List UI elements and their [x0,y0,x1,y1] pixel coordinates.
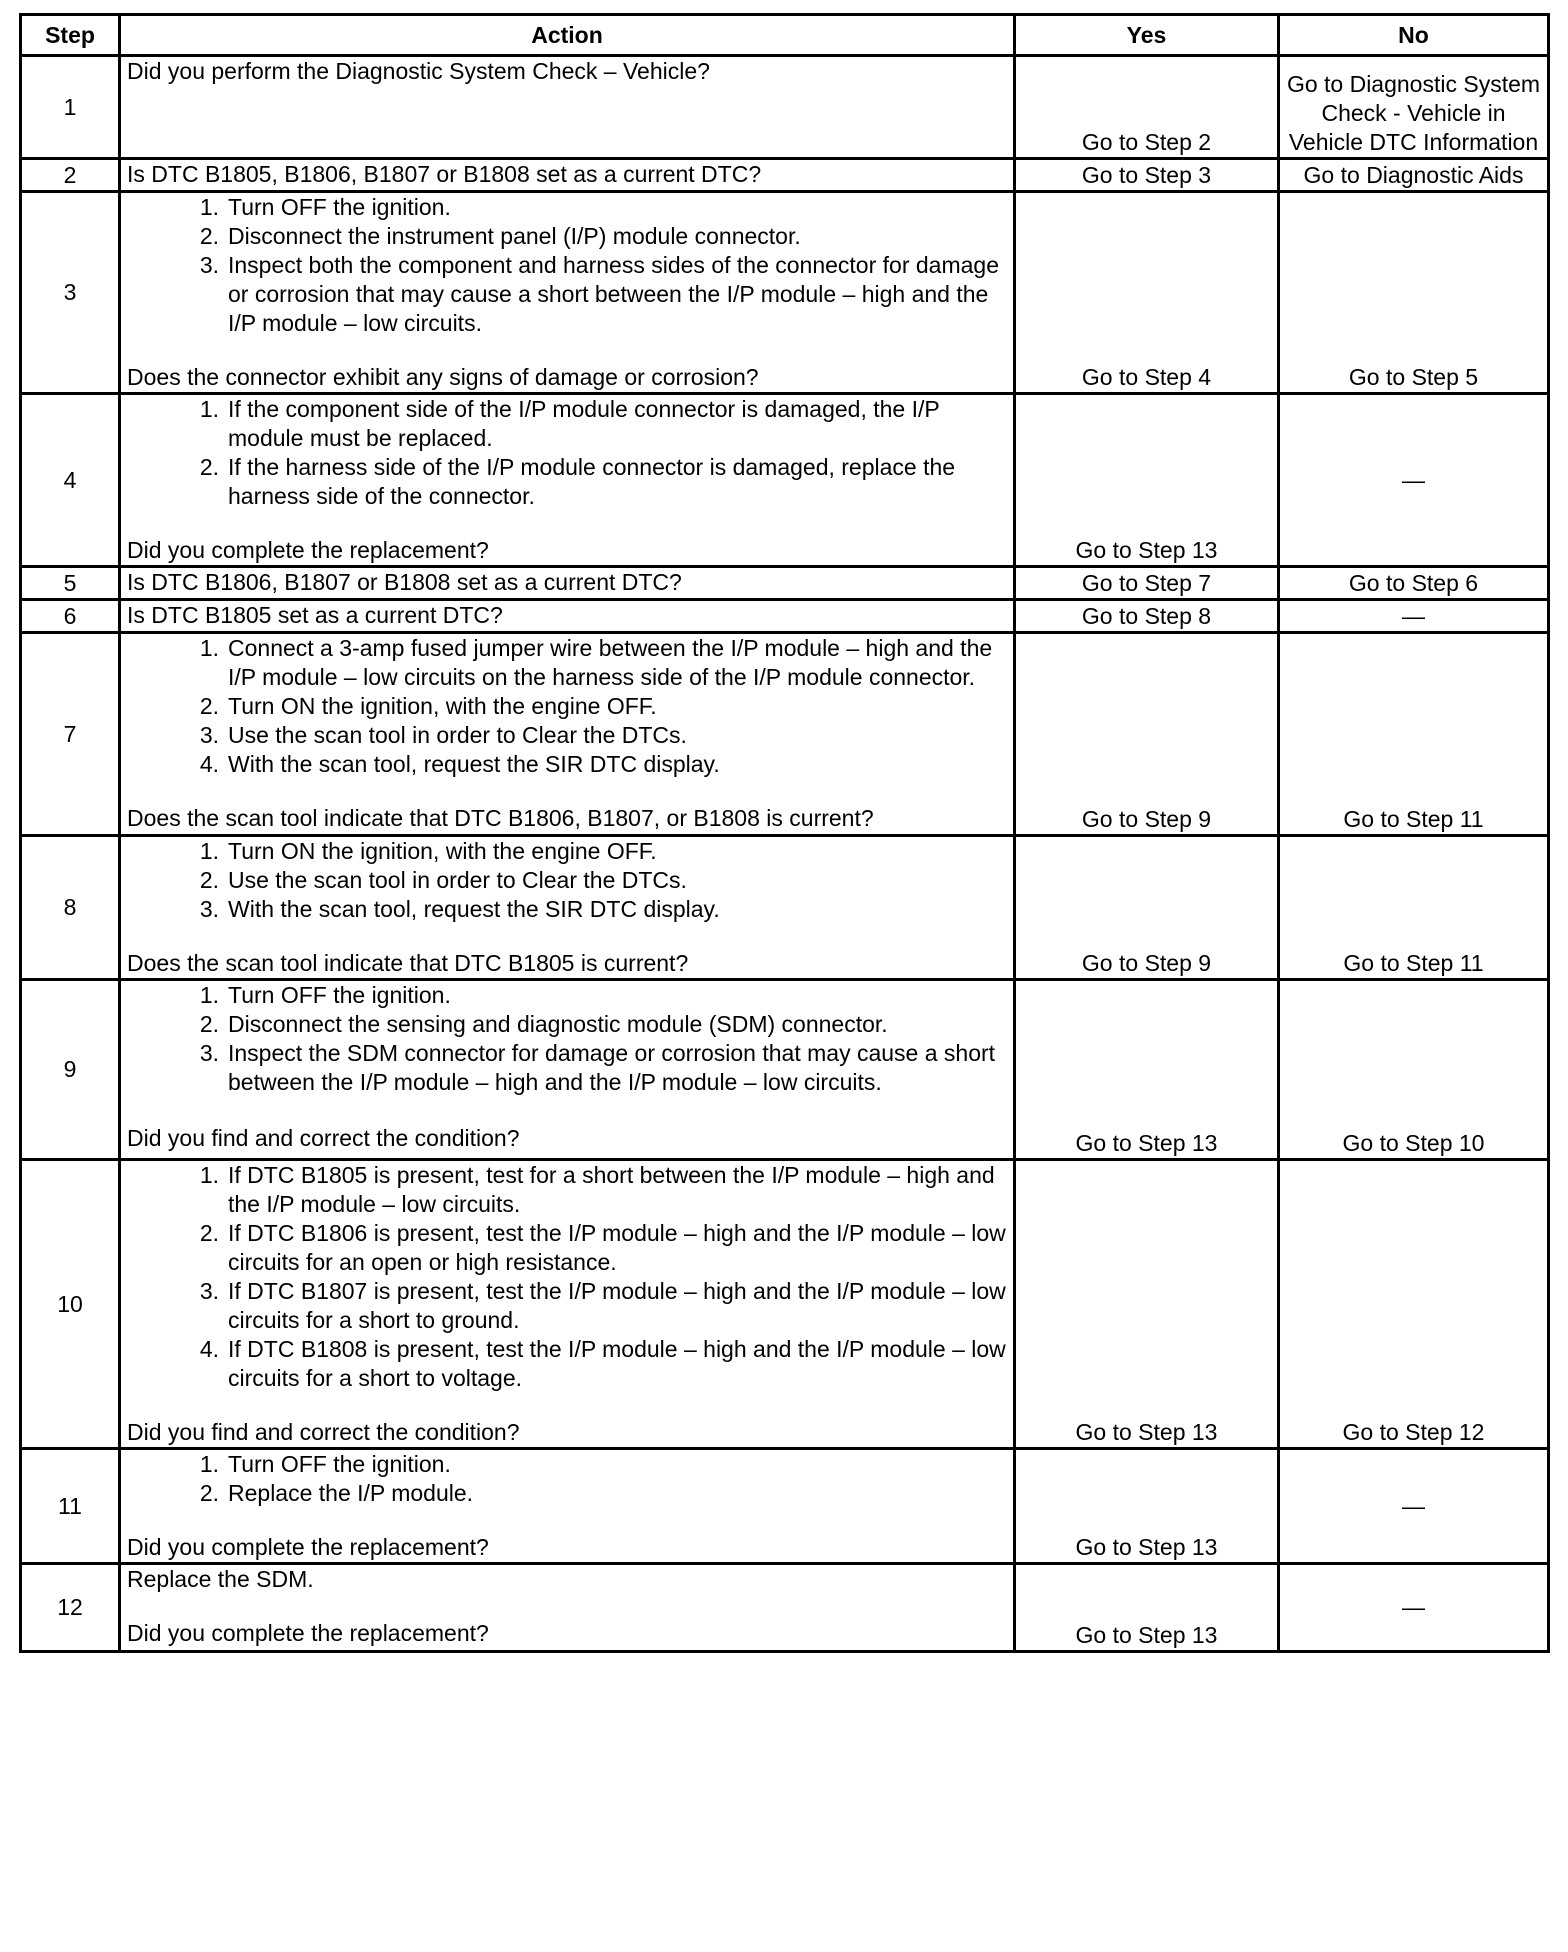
action-cell [120,567,1015,600]
table-row [21,980,1549,1160]
list-item-number: 4. [199,1336,219,1362]
yes-cell: Go to Step 13 [1015,1449,1279,1564]
step-number: 3 [21,192,120,394]
list-item [127,1277,1007,1335]
list-item [127,692,1007,721]
step-number: 8 [21,836,120,980]
list-item-text: Turn OFF the ignition. [228,982,451,1008]
step-number: 10 [21,1160,120,1449]
table-row [21,600,1549,633]
list-item-text: Turn ON the ignition, with the engine OFF. [228,838,657,864]
step-number: 1 [21,56,120,159]
list-item-text: Turn OFF the ignition. [228,1451,451,1477]
action-question: Is DTC B1806, B1807 or B1808 set as a current DTC? [127,569,682,595]
list-item-text: If DTC B1805 is present, test for a short between the I/P module – high and the I/P module – low circuits. [228,1162,995,1217]
action-question: Did you complete the replacement? [127,1534,489,1560]
list-item-number: 1. [199,635,219,661]
list-item [127,1450,1007,1479]
yes-cell: Go to Step 3 [1015,159,1279,192]
list-item [127,1335,1007,1393]
list-item-text: Turn OFF the ignition. [228,194,451,220]
step-number: 9 [21,980,120,1160]
list-item-number: 1. [199,396,219,422]
list-item [127,750,1007,779]
list-item-text: Disconnect the instrument panel (I/P) module connector. [228,223,801,249]
action-cell [120,1564,1015,1652]
step-number: 6 [21,600,120,633]
action-steps-list [127,634,1007,779]
header-row [21,15,1549,56]
list-item-number: 3. [199,896,219,922]
no-cell: Go to Diagnostic Aids [1279,159,1549,192]
action-question: Did you complete the replacement? [127,1620,489,1646]
action-cell [120,159,1015,192]
list-item-number: 2. [199,223,219,249]
list-item-text: Connect a 3-amp fused jumper wire between the I/P module – high and the I/P module – low circuits on the harness side of the I/P module connector. [228,635,993,690]
action-question: Does the scan tool indicate that DTC B1806, B1807, or B1808 is current? [127,805,874,831]
header-action: Action [120,15,1015,56]
list-item-number: 3. [199,1278,219,1304]
action-steps-list [127,981,1007,1097]
yes-cell: Go to Step 13 [1015,394,1279,567]
table-row [21,567,1549,600]
list-item-text: Use the scan tool in order to Clear the DTCs. [228,722,687,748]
table-row [21,394,1549,567]
list-item-number: 2. [199,1480,219,1506]
table-row [21,1160,1549,1449]
list-item [127,1039,1007,1097]
table-row [21,1449,1549,1564]
action-steps-list [127,837,1007,924]
action-question: Is DTC B1805 set as a current DTC? [127,602,503,628]
no-cell: Go to Step 11 [1279,836,1549,980]
list-item-text: If DTC B1808 is present, test the I/P module – high and the I/P module – low circuits for a short to voltage. [228,1336,1006,1391]
list-item [127,634,1007,692]
action-steps-list [127,395,1007,511]
table-row [21,192,1549,394]
list-item [127,193,1007,222]
list-item [127,1219,1007,1277]
yes-cell: Go to Step 13 [1015,980,1279,1160]
action-question: Does the connector exhibit any signs of damage or corrosion? [127,364,759,390]
no-cell: Go to Step 11 [1279,633,1549,836]
no-cell: Go to Diagnostic System Check - Vehicle in Vehicle DTC Information [1279,56,1549,159]
list-item-number: 1. [199,194,219,220]
step-number: 2 [21,159,120,192]
list-item-text: Replace the I/P module. [228,1480,474,1506]
yes-cell: Go to Step 13 [1015,1564,1279,1652]
yes-cell: Go to Step 9 [1015,633,1279,836]
list-item [127,222,1007,251]
list-item-text: Inspect the SDM connector for damage or corrosion that may cause a short between the I/P module – high and the I/P module – low circuits. [228,1040,996,1095]
action-cell [120,633,1015,836]
no-cell: Go to Step 5 [1279,192,1549,394]
list-item [127,866,1007,895]
step-number: 11 [21,1449,120,1564]
no-cell: Go to Step 12 [1279,1160,1549,1449]
list-item-number: 3. [199,722,219,748]
diagnostic-table [19,13,1550,1653]
action-steps-list [127,193,1007,338]
action-question: Did you find and correct the condition? [127,1125,520,1151]
table-row [21,1564,1549,1652]
no-cell: — [1279,1449,1549,1564]
action-question: Does the scan tool indicate that DTC B1805 is current? [127,950,689,976]
no-cell: — [1279,1564,1549,1652]
list-item [127,1479,1007,1508]
list-item [127,1010,1007,1039]
header-yes: Yes [1015,15,1279,56]
action-cell [120,192,1015,394]
list-item-number: 2. [199,867,219,893]
yes-cell: Go to Step 4 [1015,192,1279,394]
list-item-number: 1. [199,1162,219,1188]
list-item-text: Inspect both the component and harness sides of the connector for damage or corrosion that may cause a short between the I/P module – high and the I/P module – low circuits. [228,252,999,336]
action-cell [120,980,1015,1160]
list-item [127,721,1007,750]
list-item [127,981,1007,1010]
no-cell: Go to Step 6 [1279,567,1549,600]
yes-cell: Go to Step 7 [1015,567,1279,600]
list-item [127,837,1007,866]
step-number: 5 [21,567,120,600]
no-cell: Go to Step 10 [1279,980,1549,1160]
list-item-text: If the harness side of the I/P module connector is damaged, replace the harness side of the connector. [228,454,956,509]
list-item [127,453,1007,511]
list-item-number: 3. [199,1040,219,1066]
table-row [21,159,1549,192]
list-item-number: 2. [199,1220,219,1246]
action-steps-list [127,1161,1007,1393]
action-cell [120,394,1015,567]
no-cell: — [1279,600,1549,633]
list-item-number: 3. [199,252,219,278]
list-item [127,395,1007,453]
list-item-number: 2. [199,1011,219,1037]
list-item [127,251,1007,338]
list-item-number: 4. [199,751,219,777]
list-item-number: 1. [199,838,219,864]
step-number: 12 [21,1564,120,1652]
action-question: Did you find and correct the condition? [127,1419,520,1445]
action-cell [120,1449,1015,1564]
table-row [21,836,1549,980]
list-item [127,895,1007,924]
list-item-text: Turn ON the ignition, with the engine OFF. [228,693,657,719]
list-item-text: With the scan tool, request the SIR DTC display. [228,896,720,922]
header-step: Step [21,15,120,56]
action-cell [120,1160,1015,1449]
list-item-text: If the component side of the I/P module connector is damaged, the I/P module must be replaced. [228,396,940,451]
action-question: Did you perform the Diagnostic System Check – Vehicle? [127,58,710,84]
no-cell: — [1279,394,1549,567]
list-item-text: With the scan tool, request the SIR DTC display. [228,751,720,777]
yes-cell: Go to Step 9 [1015,836,1279,980]
action-cell [120,836,1015,980]
list-item-number: 1. [199,982,219,1008]
list-item [127,1161,1007,1219]
list-item-text: If DTC B1807 is present, test the I/P module – high and the I/P module – low circuits for a short to ground. [228,1278,1006,1333]
step-number: 7 [21,633,120,836]
action-cell [120,600,1015,633]
list-item-number: 2. [199,693,219,719]
step-number: 4 [21,394,120,567]
action-question: Did you complete the replacement? [127,537,489,563]
table-body [21,56,1549,1652]
action-intro: Replace the SDM. [127,1566,314,1592]
yes-cell: Go to Step 8 [1015,600,1279,633]
table-row [21,633,1549,836]
header-no: No [1279,15,1549,56]
yes-cell: Go to Step 13 [1015,1160,1279,1449]
list-item-text: Use the scan tool in order to Clear the DTCs. [228,867,687,893]
list-item-number: 2. [199,454,219,480]
list-item-number: 1. [199,1451,219,1477]
action-question: Is DTC B1805, B1806, B1807 or B1808 set as a current DTC? [127,161,762,187]
yes-cell: Go to Step 2 [1015,56,1279,159]
table-row [21,56,1549,159]
list-item-text: Disconnect the sensing and diagnostic module (SDM) connector. [228,1011,888,1037]
action-cell [120,56,1015,159]
action-steps-list [127,1450,1007,1508]
list-item-text: If DTC B1806 is present, test the I/P module – high and the I/P module – low circuits for an open or high resistance. [228,1220,1006,1275]
